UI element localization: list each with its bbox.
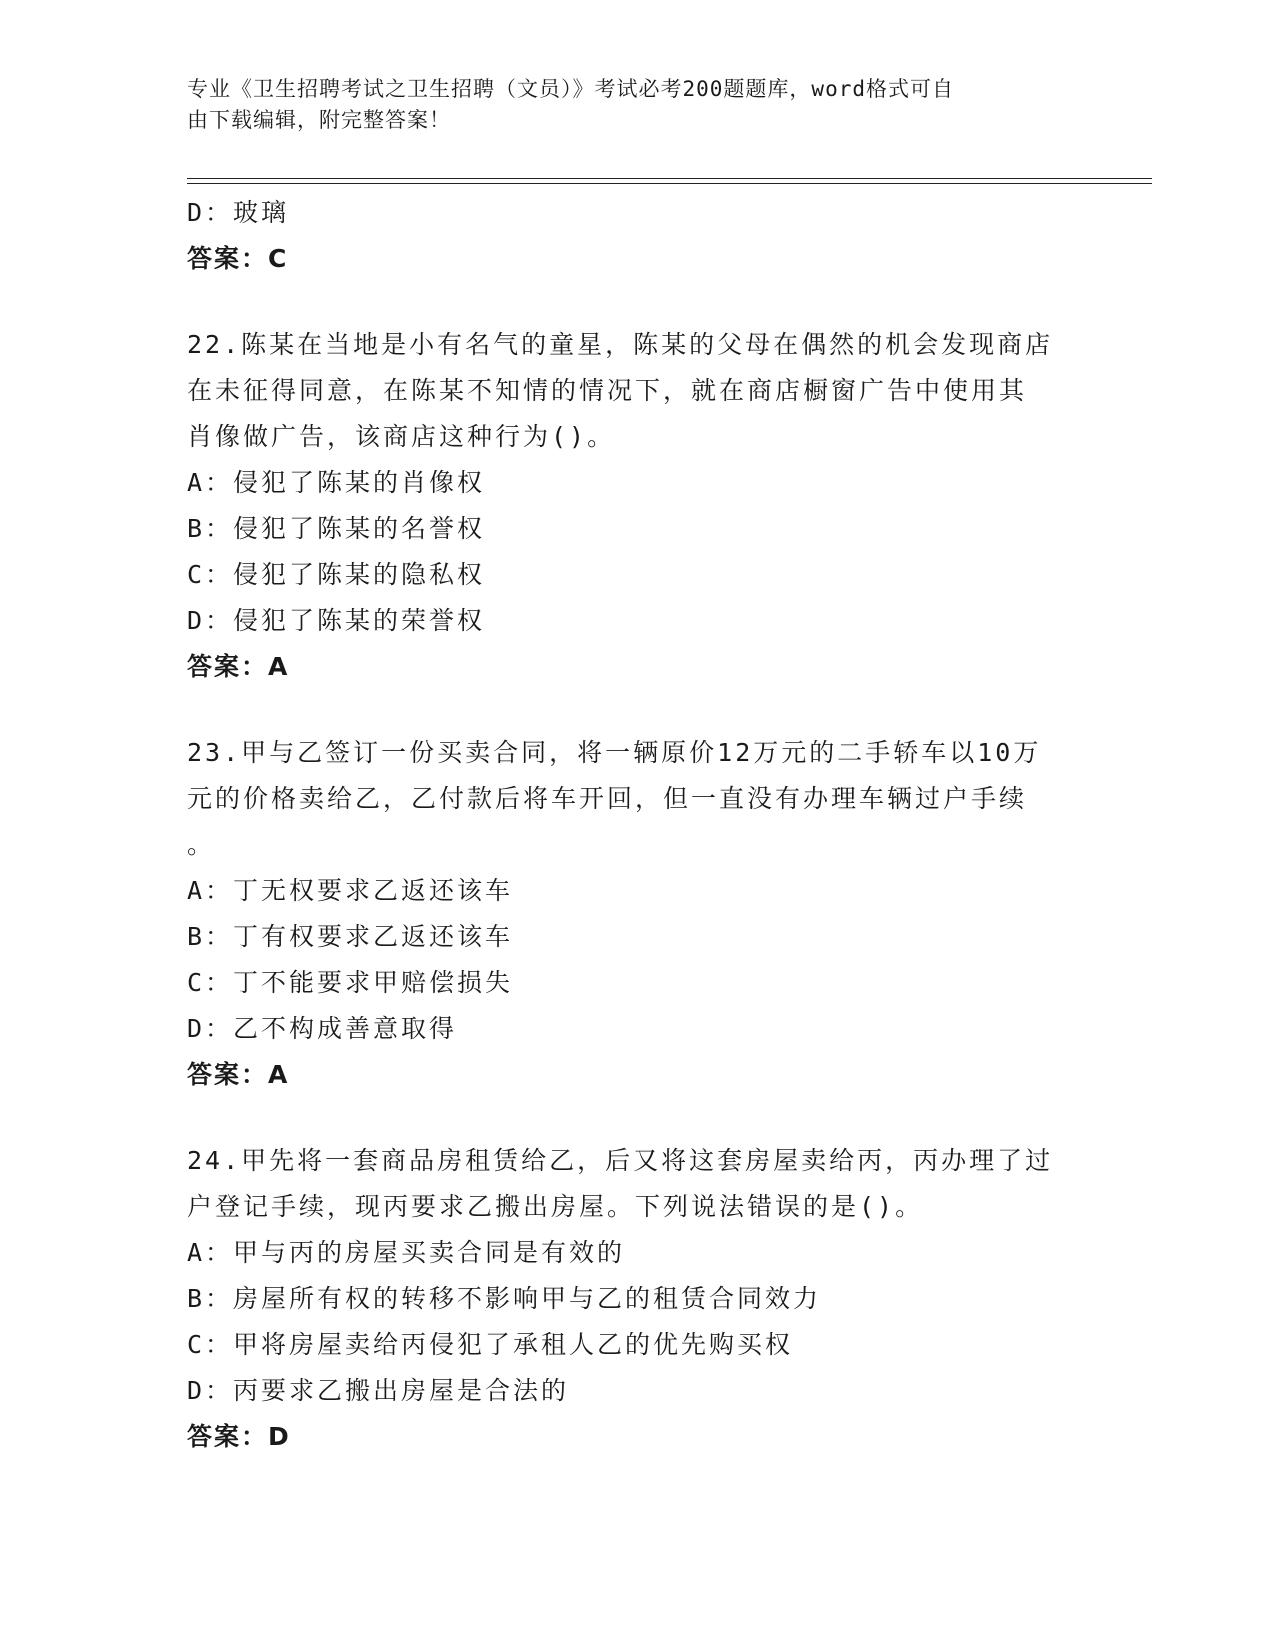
header-title-line-1: 专业《卫生招聘考试之卫生招聘（文员）》考试必考200题题库，word格式可自 bbox=[187, 77, 954, 101]
question-text-line: 。 bbox=[187, 830, 216, 859]
question-text-line: 在未征得同意，在陈某不知情的情况下，就在商店橱窗广告中使用其 bbox=[187, 376, 1028, 405]
option-c: C：侵犯了陈某的隐私权 bbox=[187, 560, 486, 589]
answer-line: 答案：A bbox=[187, 1060, 290, 1089]
answer-line: 答案：A bbox=[187, 652, 290, 681]
question-24 bbox=[187, 1138, 1087, 1460]
option-d: D：丙要求乙搬出房屋是合法的 bbox=[187, 1376, 570, 1405]
option-b: B：侵犯了陈某的名誉权 bbox=[187, 514, 486, 543]
question-23 bbox=[187, 730, 1087, 1098]
answer-line: 答案：D bbox=[187, 1422, 291, 1451]
question-22 bbox=[187, 322, 1087, 690]
question-text bbox=[187, 1138, 1087, 1230]
option-d: D：侵犯了陈某的荣誉权 bbox=[187, 606, 486, 635]
option-a: A：侵犯了陈某的肖像权 bbox=[187, 468, 486, 497]
question-text-line: 肖像做广告，该商店这种行为()。 bbox=[187, 422, 616, 451]
option-c: C：甲将房屋卖给丙侵犯了承租人乙的优先购买权 bbox=[187, 1330, 794, 1359]
option-a: A：甲与丙的房屋买卖合同是有效的 bbox=[187, 1238, 626, 1267]
option-b: B：丁有权要求乙返还该车 bbox=[187, 922, 514, 951]
option-a: A：丁无权要求乙返还该车 bbox=[187, 876, 514, 905]
question-text-line: 23.甲与乙签订一份买卖合同，将一辆原价12万元的二手轿车以10万 bbox=[187, 738, 1042, 767]
question-text bbox=[187, 322, 1087, 460]
question-text-line: 24.甲先将一套商品房租赁给乙，后又将这套房屋卖给丙，丙办理了过 bbox=[187, 1146, 1054, 1175]
question-text-line: 元的价格卖给乙，乙付款后将车开回，但一直没有办理车辆过户手续 bbox=[187, 784, 1028, 813]
answer-line: 答案：C bbox=[187, 244, 289, 273]
option-b: B：房屋所有权的转移不影响甲与乙的租赁合同效力 bbox=[187, 1284, 822, 1313]
option-d: D：乙不构成善意取得 bbox=[187, 1014, 458, 1043]
previous-question-tail bbox=[187, 190, 1087, 282]
question-text bbox=[187, 730, 1087, 868]
question-text-line: 22.陈某在当地是小有名气的童星，陈某的父母在偶然的机会发现商店 bbox=[187, 330, 1054, 359]
question-list bbox=[187, 190, 1087, 1460]
header-rule-bottom bbox=[187, 183, 1152, 184]
page-header bbox=[187, 74, 1067, 136]
option-d: D：玻璃 bbox=[187, 198, 290, 227]
option-c: C：丁不能要求甲赔偿损失 bbox=[187, 968, 514, 997]
header-title-line-2: 由下载编辑，附完整答案！ bbox=[187, 108, 451, 132]
header-rule-top bbox=[187, 178, 1152, 179]
question-text-line: 户登记手续，现丙要求乙搬出房屋。下列说法错误的是()。 bbox=[187, 1192, 924, 1221]
